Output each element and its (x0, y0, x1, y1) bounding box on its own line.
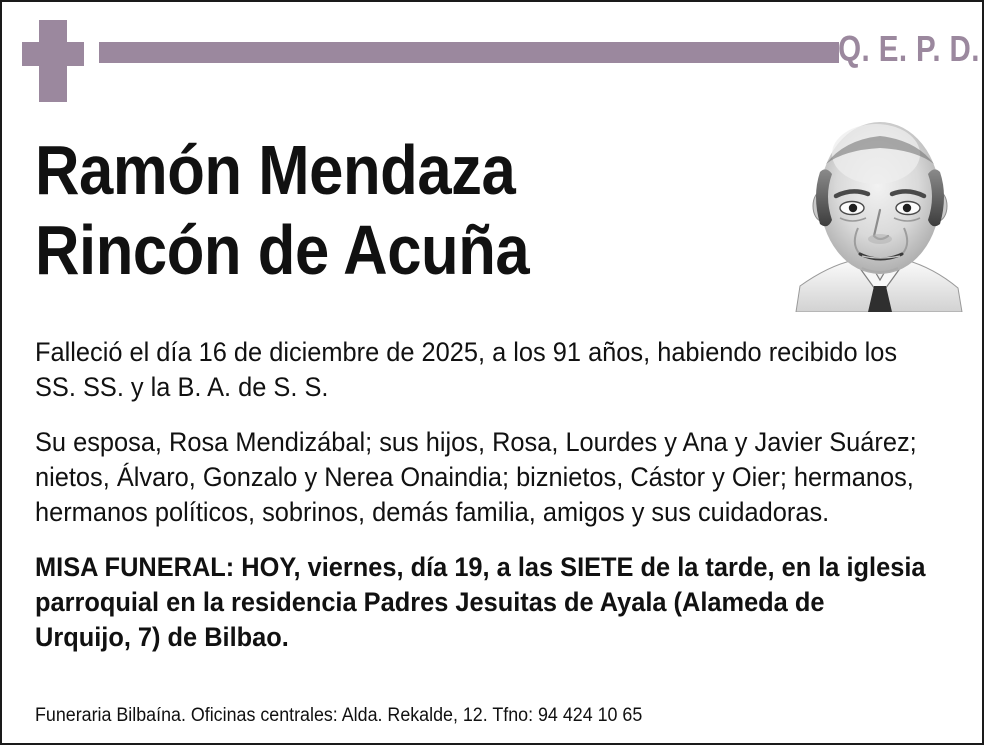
qepd-label: Q. E. P. D. (838, 28, 980, 69)
deceased-name-line-1: Ramón Mendaza (35, 131, 516, 209)
deceased-name (35, 130, 735, 290)
deceased-name-line-2: Rincón de Acuña (35, 211, 530, 289)
header-rule (99, 42, 839, 63)
notice-body (35, 335, 927, 675)
funeral-home-footer: Funeraria Bilbaína. Oficinas centrales: Alda. Rekalde, 12. Tfno: 94 424 10 65 (35, 705, 643, 726)
death-notice-paragraph: Falleció el día 16 de diciembre de 2025, a los 91 años, habiendo recibido los SS. SS. y la B. A. de S. S. (35, 337, 898, 402)
latin-cross-icon (22, 20, 84, 102)
funeral-service-paragraph: MISA FUNERAL: HOY, viernes, día 19, a las SIETE de la tarde, en la iglesia parroquial en la residencia Padres Jesuitas de Ayala (Alameda de Urquijo, 7) de Bilbao. (35, 552, 926, 652)
portrait-photo-graphic (788, 110, 968, 312)
survivors-paragraph: Su esposa, Rosa Mendizábal; sus hijos, Rosa, Lourdes y Ana y Javier Suárez; nietos, Álvaro, Gonzalo y Nerea Onaindia; biznietos, Cástor y Oier; hermanos, hermanos políticos, sobrinos, demás familia, amigos y sus cuidadoras. (35, 427, 917, 527)
notice-header (2, 2, 984, 106)
portrait-photo (788, 110, 968, 312)
cross-horizontal-bar (22, 42, 84, 66)
